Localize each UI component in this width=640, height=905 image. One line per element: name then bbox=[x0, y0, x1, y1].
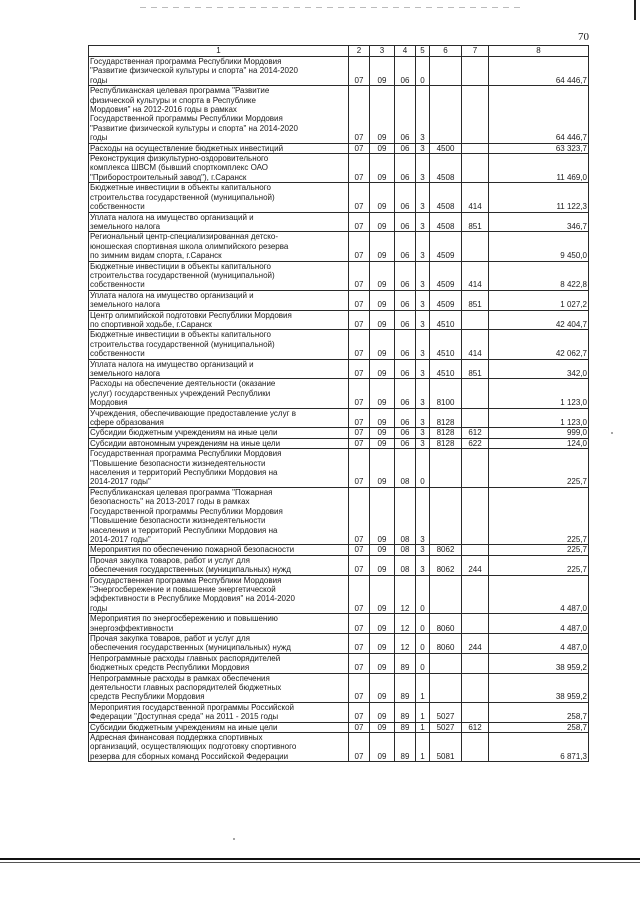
row-amount: 11 122,3 bbox=[489, 183, 589, 212]
row-subsection-code: 09 bbox=[370, 733, 395, 762]
row-subsection-code: 09 bbox=[370, 143, 395, 153]
row-section-code: 07 bbox=[349, 310, 370, 330]
row-amount: 1 123,0 bbox=[489, 379, 589, 408]
row-name-cell: Субсидии бюджетным учреждениям на иные цели bbox=[89, 428, 349, 438]
row-program-code: 06 bbox=[395, 408, 416, 428]
table-row bbox=[89, 575, 589, 614]
row-program-code: 06 bbox=[395, 290, 416, 310]
row-article-code: 4509 bbox=[430, 290, 462, 310]
row-expense-type-code bbox=[462, 310, 489, 330]
table-row bbox=[89, 555, 589, 575]
row-amount: 1 027,2 bbox=[489, 290, 589, 310]
row-amount: 42 404,7 bbox=[489, 310, 589, 330]
row-section-code: 07 bbox=[349, 545, 370, 555]
row-name-cell: Субсидии автономным учреждениям на иные цели bbox=[89, 438, 349, 448]
row-article-code bbox=[430, 449, 462, 488]
row-program-code: 06 bbox=[395, 379, 416, 408]
row-expense-type-code bbox=[462, 653, 489, 673]
row-name-cell: Субсидии бюджетным учреждениям на иные цели bbox=[89, 722, 349, 732]
row-program-code: 89 bbox=[395, 733, 416, 762]
row-amount: 64 446,7 bbox=[489, 86, 589, 143]
row-subsection-code: 09 bbox=[370, 653, 395, 673]
table-row bbox=[89, 428, 589, 438]
row-article-code: 4509 bbox=[430, 261, 462, 290]
row-expense-type-code bbox=[462, 408, 489, 428]
row-subprogram-code: 3 bbox=[416, 428, 430, 438]
row-section-code: 07 bbox=[349, 673, 370, 702]
row-subsection-code: 09 bbox=[370, 702, 395, 722]
table-row bbox=[89, 143, 589, 153]
header-cell: 5 bbox=[416, 46, 430, 57]
row-expense-type-code: 414 bbox=[462, 183, 489, 212]
row-name-cell: Уплата налога на имущество организаций и земельного налога bbox=[89, 359, 349, 379]
table-row bbox=[89, 154, 589, 183]
row-name-cell: Мероприятия государственной программы Российской Федерации "Доступная среда" на 2011 - 2015 годы bbox=[89, 702, 349, 722]
row-section-code: 07 bbox=[349, 487, 370, 544]
row-amount: 346,7 bbox=[489, 212, 589, 232]
row-subsection-code: 09 bbox=[370, 722, 395, 732]
row-subprogram-code: 1 bbox=[416, 673, 430, 702]
row-amount: 11 469,0 bbox=[489, 154, 589, 183]
row-amount: 1 123,0 bbox=[489, 408, 589, 428]
row-article-code bbox=[430, 575, 462, 614]
page-number: 70 bbox=[578, 31, 589, 43]
row-subprogram-code: 0 bbox=[416, 449, 430, 488]
header-cell: 6 bbox=[430, 46, 462, 57]
row-amount: 258,7 bbox=[489, 722, 589, 732]
row-subprogram-code: 3 bbox=[416, 86, 430, 143]
row-subprogram-code: 1 bbox=[416, 733, 430, 762]
row-subprogram-code: 3 bbox=[416, 154, 430, 183]
row-amount: 225,7 bbox=[489, 555, 589, 575]
row-subsection-code: 09 bbox=[370, 408, 395, 428]
row-subsection-code: 09 bbox=[370, 555, 395, 575]
row-subprogram-code: 1 bbox=[416, 722, 430, 732]
table-row bbox=[89, 290, 589, 310]
row-program-code: 89 bbox=[395, 653, 416, 673]
row-name-cell: Прочая закупка товаров, работ и услуг для обеспечения государственных (муниципальных) нужд bbox=[89, 555, 349, 575]
row-subsection-code: 09 bbox=[370, 614, 395, 634]
table-row bbox=[89, 86, 589, 143]
row-article-code: 8060 bbox=[430, 633, 462, 653]
row-name-cell: Непрограммные расходы главных распорядителей бюджетных средств Республики Мордовия bbox=[89, 653, 349, 673]
row-name-cell: Государственная программа Республики Мордовия "Повышение безопасности жизнедеятельности населения и территорий Республики Мордовия на 2014-2017 годы" bbox=[89, 449, 349, 488]
row-name-cell: Адресная финансовая поддержка спортивных организаций, осуществляющих подготовку спортивного резерва для сборных команд Российской Федерации bbox=[89, 733, 349, 762]
row-expense-type-code bbox=[462, 57, 489, 86]
scan-speck bbox=[233, 838, 235, 840]
row-program-code: 06 bbox=[395, 86, 416, 143]
row-amount: 9 450,0 bbox=[489, 232, 589, 261]
row-expense-type-code: 622 bbox=[462, 438, 489, 448]
row-name-cell: Государственная программа Республики Мордовия "Энергосбережение и повышение энергетической эффективности в Республике Мордовия" на 2014-2020 годы bbox=[89, 575, 349, 614]
row-expense-type-code bbox=[462, 232, 489, 261]
row-expense-type-code bbox=[462, 154, 489, 183]
row-subsection-code: 09 bbox=[370, 379, 395, 408]
row-expense-type-code: 612 bbox=[462, 428, 489, 438]
row-section-code: 07 bbox=[349, 379, 370, 408]
header-cell: 4 bbox=[395, 46, 416, 57]
row-name-cell: Уплата налога на имущество организаций и земельного налога bbox=[89, 212, 349, 232]
row-subsection-code: 09 bbox=[370, 359, 395, 379]
row-program-code: 12 bbox=[395, 633, 416, 653]
row-subsection-code: 09 bbox=[370, 330, 395, 359]
row-section-code: 07 bbox=[349, 702, 370, 722]
row-article-code bbox=[430, 86, 462, 143]
row-section-code: 07 bbox=[349, 428, 370, 438]
scan-bottom-rule-thin bbox=[0, 862, 640, 863]
row-article-code: 5081 bbox=[430, 733, 462, 762]
row-amount: 225,7 bbox=[489, 545, 589, 555]
row-amount: 63 323,7 bbox=[489, 143, 589, 153]
row-amount: 4 487,0 bbox=[489, 614, 589, 634]
row-section-code: 07 bbox=[349, 575, 370, 614]
row-article-code: 4510 bbox=[430, 359, 462, 379]
row-name-cell: Бюджетные инвестиции в объекты капитального строительства государственной (муниципальной) собственности bbox=[89, 261, 349, 290]
budget-table bbox=[88, 45, 589, 762]
row-name-cell: Непрограммные расходы в рамках обеспечения деятельности главных распорядителей бюджетных средств Республики Мордовия bbox=[89, 673, 349, 702]
row-name-cell: Центр олимпийской подготовки Республики Мордовия по спортивной ходьбе, г.Саранск bbox=[89, 310, 349, 330]
table-row bbox=[89, 212, 589, 232]
row-program-code: 89 bbox=[395, 673, 416, 702]
row-program-code: 06 bbox=[395, 183, 416, 212]
row-section-code: 07 bbox=[349, 86, 370, 143]
row-subprogram-code: 3 bbox=[416, 143, 430, 153]
row-subprogram-code: 0 bbox=[416, 653, 430, 673]
row-subprogram-code: 3 bbox=[416, 232, 430, 261]
row-amount: 64 446,7 bbox=[489, 57, 589, 86]
row-section-code: 07 bbox=[349, 438, 370, 448]
row-subprogram-code: 1 bbox=[416, 702, 430, 722]
table-row bbox=[89, 330, 589, 359]
row-amount: 225,7 bbox=[489, 487, 589, 544]
table-row bbox=[89, 261, 589, 290]
row-section-code: 07 bbox=[349, 555, 370, 575]
row-subprogram-code: 3 bbox=[416, 212, 430, 232]
row-program-code: 06 bbox=[395, 212, 416, 232]
row-expense-type-code: 851 bbox=[462, 290, 489, 310]
row-article-code: 4510 bbox=[430, 330, 462, 359]
row-article-code: 4500 bbox=[430, 143, 462, 153]
row-expense-type-code bbox=[462, 143, 489, 153]
table-row bbox=[89, 733, 589, 762]
row-subsection-code: 09 bbox=[370, 575, 395, 614]
row-section-code: 07 bbox=[349, 212, 370, 232]
row-subsection-code: 09 bbox=[370, 449, 395, 488]
table-row bbox=[89, 633, 589, 653]
row-subprogram-code: 3 bbox=[416, 290, 430, 310]
row-subprogram-code: 3 bbox=[416, 487, 430, 544]
row-subprogram-code: 3 bbox=[416, 379, 430, 408]
row-name-cell: Республиканская целевая программа "Развитие физической культуры и спорта в Республике Мордовия" на 2012-2016 годы в рамках Государственной программы Республики Мордовия "Развитие физической культуры и спорта" на 2014-2020 годы bbox=[89, 86, 349, 143]
row-program-code: 12 bbox=[395, 614, 416, 634]
table-row bbox=[89, 487, 589, 544]
row-article-code: 4508 bbox=[430, 212, 462, 232]
row-program-code: 06 bbox=[395, 232, 416, 261]
row-program-code: 06 bbox=[395, 428, 416, 438]
row-subsection-code: 09 bbox=[370, 212, 395, 232]
row-subsection-code: 09 bbox=[370, 545, 395, 555]
row-article-code bbox=[430, 57, 462, 86]
row-amount: 4 487,0 bbox=[489, 633, 589, 653]
table-body bbox=[89, 57, 589, 762]
row-subsection-code: 09 bbox=[370, 261, 395, 290]
table-row bbox=[89, 673, 589, 702]
row-expense-type-code bbox=[462, 614, 489, 634]
header-cell: 7 bbox=[462, 46, 489, 57]
row-subprogram-code: 3 bbox=[416, 545, 430, 555]
row-section-code: 07 bbox=[349, 290, 370, 310]
row-program-code: 06 bbox=[395, 261, 416, 290]
row-subprogram-code: 3 bbox=[416, 330, 430, 359]
table-row bbox=[89, 408, 589, 428]
header-cell: 2 bbox=[349, 46, 370, 57]
row-article-code: 8062 bbox=[430, 545, 462, 555]
row-program-code: 06 bbox=[395, 154, 416, 183]
row-subprogram-code: 3 bbox=[416, 359, 430, 379]
row-amount: 225,7 bbox=[489, 449, 589, 488]
row-article-code: 8128 bbox=[430, 428, 462, 438]
header-cell: 3 bbox=[370, 46, 395, 57]
row-program-code: 12 bbox=[395, 575, 416, 614]
header-cell: 1 bbox=[89, 46, 349, 57]
row-subsection-code: 09 bbox=[370, 310, 395, 330]
row-article-code: 8128 bbox=[430, 438, 462, 448]
row-article-code: 4510 bbox=[430, 310, 462, 330]
scan-speck bbox=[611, 432, 613, 434]
row-amount: 342,0 bbox=[489, 359, 589, 379]
row-subprogram-code: 0 bbox=[416, 633, 430, 653]
row-program-code: 06 bbox=[395, 310, 416, 330]
row-subsection-code: 09 bbox=[370, 154, 395, 183]
row-article-code bbox=[430, 653, 462, 673]
table-row bbox=[89, 722, 589, 732]
row-subsection-code: 09 bbox=[370, 57, 395, 86]
row-section-code: 07 bbox=[349, 232, 370, 261]
row-program-code: 06 bbox=[395, 330, 416, 359]
row-section-code: 07 bbox=[349, 183, 370, 212]
row-section-code: 07 bbox=[349, 359, 370, 379]
row-subprogram-code: 3 bbox=[416, 408, 430, 428]
row-article-code: 5027 bbox=[430, 722, 462, 732]
row-amount: 999,0 bbox=[489, 428, 589, 438]
scan-bottom-rule bbox=[0, 858, 640, 860]
table-header-row bbox=[89, 46, 589, 57]
table-row bbox=[89, 614, 589, 634]
row-article-code: 8062 bbox=[430, 555, 462, 575]
row-program-code: 08 bbox=[395, 487, 416, 544]
row-amount: 258,7 bbox=[489, 702, 589, 722]
row-amount: 8 422,8 bbox=[489, 261, 589, 290]
row-section-code: 07 bbox=[349, 449, 370, 488]
row-name-cell: Республиканская целевая программа "Пожарная безопасность" на 2013-2017 годы в рамках Государственной программы Республики Мордовия "Повышение безопасности жизнедеятельности населения и территорий Республики Мордовия на 2014-2017 годы" bbox=[89, 487, 349, 544]
row-article-code: 5027 bbox=[430, 702, 462, 722]
table-row bbox=[89, 545, 589, 555]
row-program-code: 08 bbox=[395, 555, 416, 575]
row-subsection-code: 09 bbox=[370, 290, 395, 310]
table-row bbox=[89, 379, 589, 408]
row-name-cell: Мероприятия по обеспечению пожарной безопасности bbox=[89, 545, 349, 555]
row-name-cell: Мероприятия по энергосбережению и повышению энергоэффективности bbox=[89, 614, 349, 634]
row-expense-type-code bbox=[462, 545, 489, 555]
row-name-cell: Расходы на обеспечение деятельности (оказание услуг) государственных учреждений Республики Мордовия bbox=[89, 379, 349, 408]
row-article-code: 8128 bbox=[430, 408, 462, 428]
row-name-cell: Учреждения, обеспечивающие предоставление услуг в сфере образования bbox=[89, 408, 349, 428]
row-program-code: 06 bbox=[395, 438, 416, 448]
row-program-code: 08 bbox=[395, 545, 416, 555]
row-name-cell: Бюджетные инвестиции в объекты капитального строительства государственной (муниципальной) собственности bbox=[89, 183, 349, 212]
row-subsection-code: 09 bbox=[370, 232, 395, 261]
row-program-code: 06 bbox=[395, 359, 416, 379]
row-name-cell: Прочая закупка товаров, работ и услуг для обеспечения государственных (муниципальных) нужд bbox=[89, 633, 349, 653]
row-name-cell: Государственная программа Республики Мордовия "Развитие физической культуры и спорта" на 2014-2020 годы bbox=[89, 57, 349, 86]
row-expense-type-code bbox=[462, 487, 489, 544]
row-program-code: 89 bbox=[395, 722, 416, 732]
row-expense-type-code: 244 bbox=[462, 633, 489, 653]
header-cell: 8 bbox=[489, 46, 589, 57]
row-name-cell: Бюджетные инвестиции в объекты капитального строительства государственной (муниципальной) собственности bbox=[89, 330, 349, 359]
scan-top-rule bbox=[140, 7, 520, 8]
row-subprogram-code: 0 bbox=[416, 614, 430, 634]
row-subprogram-code: 3 bbox=[416, 438, 430, 448]
row-subsection-code: 09 bbox=[370, 438, 395, 448]
row-section-code: 07 bbox=[349, 57, 370, 86]
row-expense-type-code: 851 bbox=[462, 359, 489, 379]
row-article-code: 4509 bbox=[430, 232, 462, 261]
row-expense-type-code: 851 bbox=[462, 212, 489, 232]
row-name-cell: Региональный центр-специализированная детско- юношеская спортивная школа олимпийского резерва по зимним видам спорта, г.Саранск bbox=[89, 232, 349, 261]
row-article-code: 8060 bbox=[430, 614, 462, 634]
row-amount: 4 487,0 bbox=[489, 575, 589, 614]
row-subsection-code: 09 bbox=[370, 183, 395, 212]
row-section-code: 07 bbox=[349, 722, 370, 732]
row-expense-type-code bbox=[462, 673, 489, 702]
table-row bbox=[89, 57, 589, 86]
row-subsection-code: 09 bbox=[370, 673, 395, 702]
row-subsection-code: 09 bbox=[370, 428, 395, 438]
row-amount: 6 871,3 bbox=[489, 733, 589, 762]
row-subprogram-code: 3 bbox=[416, 183, 430, 212]
row-subprogram-code: 3 bbox=[416, 310, 430, 330]
table-row bbox=[89, 449, 589, 488]
row-expense-type-code bbox=[462, 575, 489, 614]
row-subprogram-code: 3 bbox=[416, 261, 430, 290]
row-subprogram-code: 0 bbox=[416, 57, 430, 86]
row-subsection-code: 09 bbox=[370, 633, 395, 653]
table-row bbox=[89, 232, 589, 261]
row-program-code: 06 bbox=[395, 57, 416, 86]
row-section-code: 07 bbox=[349, 733, 370, 762]
row-section-code: 07 bbox=[349, 633, 370, 653]
row-article-code bbox=[430, 673, 462, 702]
row-name-cell: Уплата налога на имущество организаций и земельного налога bbox=[89, 290, 349, 310]
table-row bbox=[89, 310, 589, 330]
row-article-code: 4508 bbox=[430, 183, 462, 212]
row-expense-type-code bbox=[462, 449, 489, 488]
row-section-code: 07 bbox=[349, 143, 370, 153]
row-program-code: 08 bbox=[395, 449, 416, 488]
row-expense-type-code bbox=[462, 379, 489, 408]
row-subsection-code: 09 bbox=[370, 86, 395, 143]
row-section-code: 07 bbox=[349, 653, 370, 673]
row-section-code: 07 bbox=[349, 614, 370, 634]
scan-corner-mark bbox=[634, 0, 636, 20]
row-subprogram-code: 3 bbox=[416, 555, 430, 575]
row-expense-type-code: 244 bbox=[462, 555, 489, 575]
row-subprogram-code: 0 bbox=[416, 575, 430, 614]
row-expense-type-code bbox=[462, 86, 489, 143]
row-program-code: 89 bbox=[395, 702, 416, 722]
row-section-code: 07 bbox=[349, 261, 370, 290]
row-expense-type-code bbox=[462, 702, 489, 722]
row-subsection-code: 09 bbox=[370, 487, 395, 544]
row-expense-type-code bbox=[462, 733, 489, 762]
row-article-code bbox=[430, 487, 462, 544]
table-row bbox=[89, 438, 589, 448]
row-amount: 124,0 bbox=[489, 438, 589, 448]
row-expense-type-code: 414 bbox=[462, 261, 489, 290]
row-article-code: 4508 bbox=[430, 154, 462, 183]
row-section-code: 07 bbox=[349, 408, 370, 428]
table-row bbox=[89, 702, 589, 722]
row-amount: 42 062,7 bbox=[489, 330, 589, 359]
row-amount: 38 959,2 bbox=[489, 673, 589, 702]
row-section-code: 07 bbox=[349, 330, 370, 359]
row-name-cell: Реконструкция физкультурно-оздоровительного комплекса ШВСМ (бывший спорткомплекс ОАО "Приборостроительный завод"), г.Саранск bbox=[89, 154, 349, 183]
table-row bbox=[89, 653, 589, 673]
table-row bbox=[89, 183, 589, 212]
row-amount: 38 959,2 bbox=[489, 653, 589, 673]
row-article-code: 8100 bbox=[430, 379, 462, 408]
row-section-code: 07 bbox=[349, 154, 370, 183]
row-expense-type-code: 414 bbox=[462, 330, 489, 359]
table-row bbox=[89, 359, 589, 379]
row-program-code: 06 bbox=[395, 143, 416, 153]
row-name-cell: Расходы на осуществление бюджетных инвестиций bbox=[89, 143, 349, 153]
row-expense-type-code: 612 bbox=[462, 722, 489, 732]
